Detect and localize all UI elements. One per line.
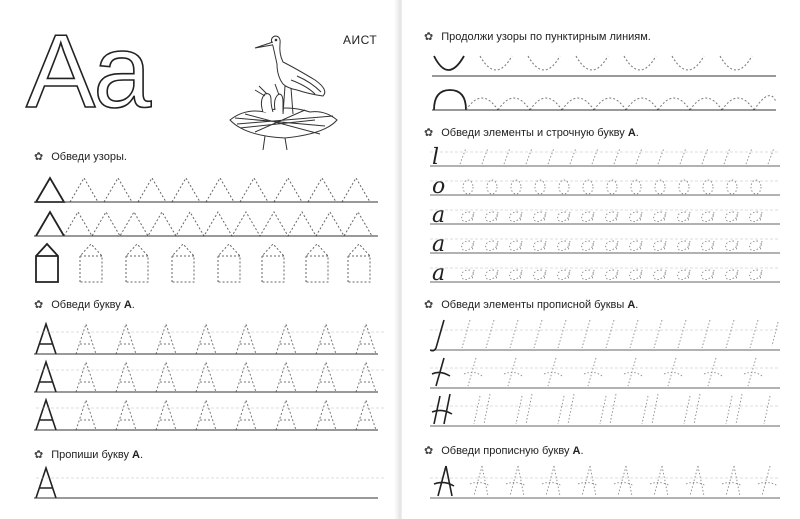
instruction-uppercase-trace-letter: А — [572, 444, 581, 457]
instruction-trace-letter-letter: А — [123, 298, 132, 311]
instruction-uppercase-trace-text: Обведи прописную букву — [441, 444, 570, 457]
instruction-continue-patterns-text: Продолжи узоры по пунктирным линиям. — [441, 30, 651, 43]
arc-pattern-rows — [432, 50, 782, 120]
big-letters-outline: Aa — [26, 14, 150, 130]
uppercase-elements-rows — [430, 316, 782, 428]
cursive-glyph: l — [432, 145, 440, 170]
instruction-uppercase-elements-letter: А — [627, 298, 636, 311]
instruction-write-letter-text: Пропиши букву — [51, 448, 129, 461]
cursive-glyph: a — [432, 232, 446, 257]
flower-icon: ✿ — [34, 449, 44, 461]
cursive-glyph: a — [432, 203, 446, 228]
flower-icon: ✿ — [34, 299, 44, 311]
instruction-patterns — [34, 150, 127, 163]
instruction-uppercase-elements: ✿ Обведи элементы прописной буквы А. — [424, 298, 639, 311]
letter-a-trace-rows — [34, 318, 384, 438]
flower-icon: ✿ — [424, 127, 434, 139]
uppercase-trace-row — [430, 462, 782, 506]
instruction-uppercase-trace: ✿ Обведи прописную букву А. — [424, 444, 584, 457]
letter-a-write-row — [34, 464, 384, 504]
stork-nest-icon — [225, 28, 345, 150]
flower-icon: ✿ — [34, 151, 44, 163]
cursive-glyph: a — [432, 261, 446, 286]
right-page — [402, 0, 800, 519]
instruction-lowercase-elements-text: Обведи элементы и строчную букву — [441, 126, 625, 139]
instruction-write-letter: ✿ Пропиши букву А. — [34, 448, 144, 461]
instruction-uppercase-elements-text: Обведи элементы прописной буквы — [441, 298, 625, 311]
instruction-patterns-text: Обведи узоры. — [51, 150, 127, 163]
cursive-glyph: o — [432, 174, 446, 199]
flower-icon: ✿ — [424, 445, 434, 457]
instruction-continue-patterns — [424, 30, 651, 43]
lowercase-cursive-rows — [430, 142, 782, 290]
flower-icon: ✿ — [424, 299, 434, 311]
flower-icon: ✿ — [424, 31, 434, 43]
house-pattern-row — [34, 240, 384, 286]
triangle-pattern-row-1 — [34, 174, 384, 206]
instruction-trace-letter: ✿ Обведи букву А. — [34, 298, 135, 311]
instruction-lowercase-elements-letter: А — [627, 126, 636, 139]
instruction-trace-letter-text: Обведи букву — [51, 298, 121, 311]
instruction-write-letter-letter: А — [132, 448, 140, 461]
left-page — [0, 0, 398, 519]
triangle-pattern-row-2 — [34, 208, 384, 240]
picture-word: АИСТ — [343, 33, 378, 47]
instruction-lowercase-elements: ✿ Обведи элементы и строчную букву А. — [424, 126, 639, 139]
